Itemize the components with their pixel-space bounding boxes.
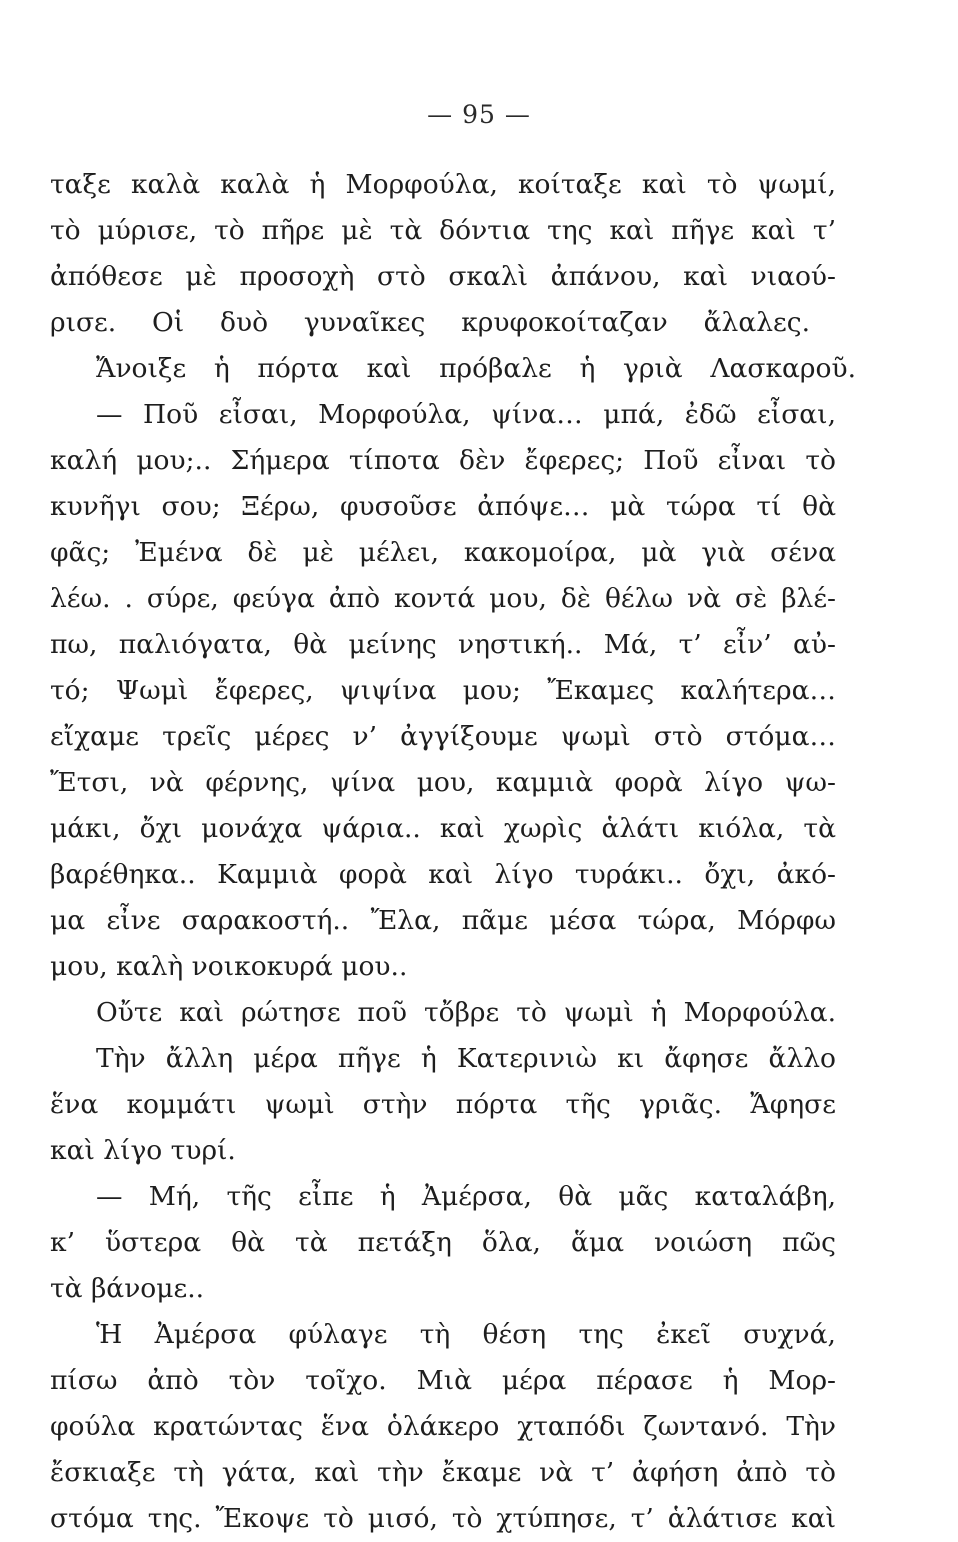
text-line: φούλα κρατώντας ἕνα ὁλάκερο χταπόδι ζωντανό. Τὴν — [50, 1411, 836, 1442]
text-line: πίσω ἀπὸ τὸν τοῖχο. Μιὰ μέρα πέρασε ἡ Μορ- — [50, 1365, 836, 1396]
text-line: μα εἶνε σαρακοστή.. Ἔλα, πᾶμε μέσα τώρα, Μόρφω — [50, 905, 836, 936]
text-line: ἔσκιαξε τὴ γάτα, καὶ τὴν ἔκαμε νὰ τ’ ἀφήση ἀπὸ τὸ — [50, 1457, 836, 1488]
text-line: τό; Ψωμὶ ἔφερες, ψιψίνα μου; Ἔκαμες καλήτερα… — [50, 675, 836, 706]
text-line: Ἡ Ἀμέρσα φύλαγε τὴ θέση της ἐκεῖ συχνά, — [96, 1319, 836, 1350]
text-line: εἴχαμε τρεῖς μέρες ν’ ἀγγίξουμε ψωμὶ στὸ στόμα… — [50, 721, 836, 752]
text-line: βαρέθηκα.. Καμμιὰ φορὰ καὶ λίγο τυράκι.. ὄχι, ἀκό- — [50, 859, 836, 890]
text-line: ρισε. Οἱ δυὸ γυναῖκες κρυφοκοίταζαν ἄλαλες. — [50, 307, 810, 338]
text-line: Οὔτε καὶ ρώτησε ποῦ τὄβρε τὸ ψωμὶ ἡ Μορφούλα. — [96, 997, 836, 1028]
text-line: ἀπόθεσε μὲ προσοχὴ στὸ σκαλὶ ἀπάνου, καὶ νιαού- — [50, 261, 836, 292]
text-line: στόμα της. Ἔκοψε τὸ μισό, τὸ χτύπησε, τ’ ἁλάτισε καὶ — [50, 1503, 836, 1534]
text-line: — Μή, τῆς εἶπε ἡ Ἀμέρσα, θὰ μᾶς καταλάβη, — [96, 1181, 836, 1212]
text-line: Τὴν ἄλλη μέρα πῆγε ἡ Κατερινιὼ κι ἄφησε ἄλλο — [96, 1043, 836, 1074]
text-line: τὸ μύρισε, τὸ πῆρε μὲ τὰ δόντια της καὶ πῆγε καὶ τ’ — [50, 215, 836, 246]
page-number: — 95 — — [427, 100, 531, 129]
text-line: κ’ ὕστερα θὰ τὰ πετάξη ὅλα, ἅμα νοιώση πῶς — [50, 1227, 836, 1258]
text-line: καὶ λίγο τυρί. — [50, 1135, 236, 1166]
text-line: Ἔτσι, νὰ φέρνης, ψίνα μου, καμμιὰ φορὰ λίγο ψω- — [50, 767, 836, 798]
text-line: τὰ βάνομε.. — [50, 1273, 205, 1304]
text-line: — Ποῦ εἶσαι, Μορφούλα, ψίνα… μπά, ἐδῶ εἶσαι, — [96, 399, 836, 430]
text-line: μου, καλὴ νοικοκυρά μου.. — [50, 951, 408, 982]
text-line: φᾶς; Ἐμένα δὲ μὲ μέλει, κακομοίρα, μὰ γιὰ σένα — [50, 537, 836, 568]
text-line: ταξε καλὰ καλὰ ἡ Μορφούλα, κοίταξε καὶ τὸ ψωμί, — [50, 169, 836, 200]
body-text — [50, 162, 856, 1542]
text-line: λέω. . σύρε, φεύγα ἀπὸ κοντά μου, δὲ θέλω νὰ σὲ βλέ- — [50, 583, 836, 614]
text-line: μάκι, ὄχι μονάχα ψάρια.. καὶ χωρὶς ἁλάτι κιόλα, τὰ — [50, 813, 836, 844]
text-line: κυνῆγι σου; Ξέρω, φυσοῦσε ἀπόψε… μὰ τώρα τί θὰ — [50, 491, 836, 522]
text-line: ἕνα κομμάτι ψωμὶ στὴν πόρτα τῆς γριᾶς. Ἄφησε — [50, 1089, 836, 1120]
text-line: Ἄνοιξε ἡ πόρτα καὶ πρόβαλε ἡ γριὰ Λασκαροῦ. — [96, 353, 856, 384]
text-line: πω, παλιόγατα, θὰ μείνης νηστική.. Μά, τ’ εἶν’ αὐ- — [50, 629, 836, 660]
text-line: καλή μου;.. Σήμερα τίποτα δὲν ἔφερες; Ποῦ εἶναι τὸ — [50, 445, 836, 476]
